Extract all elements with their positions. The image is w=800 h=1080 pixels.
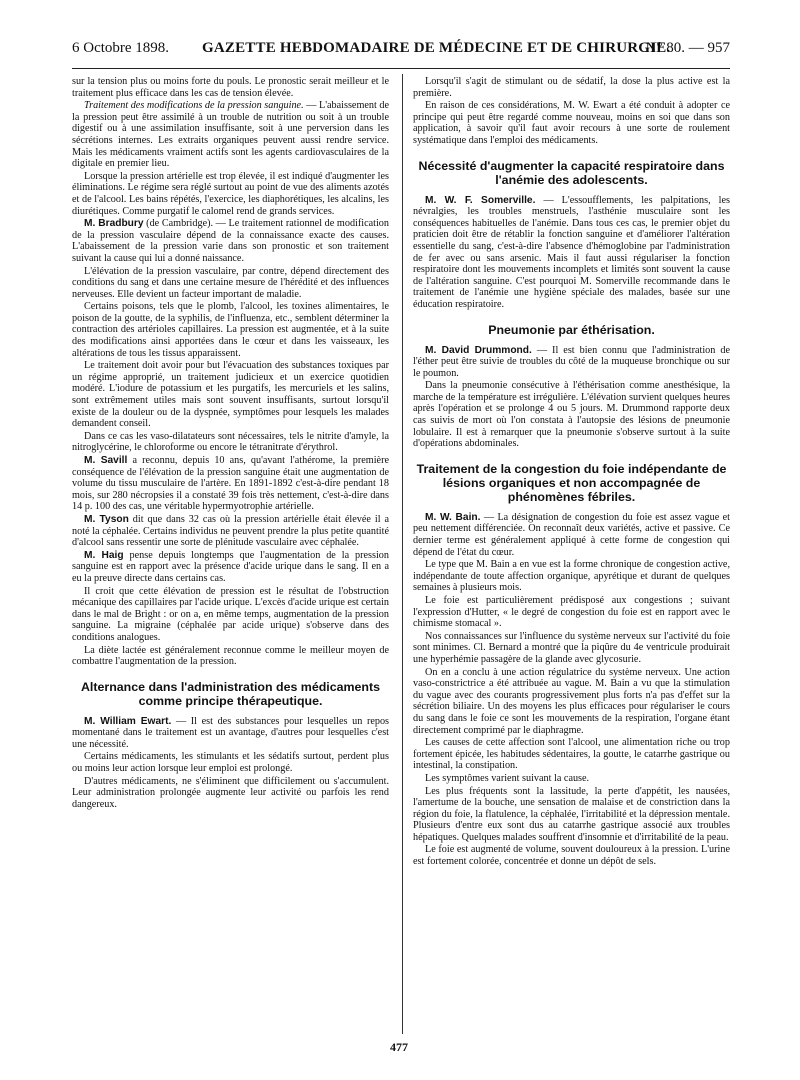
paragraph: Traitement des modifications de la pression sanguine. — L'abaissement de la pression peut être assimilé à un trouble de nutrition ou soit à un trouble digestif ou à une assimilation insuffisante, soit à une perversion dans les sécrétions internes. Les extraits organiques peuvent aussi rendre service. Mais les médicaments vraiment actifs sont les agents cardiovasculaires de la digitale en premier lieu. [72,100,389,170]
paragraph: M. Bradbury (de Cambridge). — Le traitement rationnel de modification de la pression vasculaire dépend de la connaissance exacte des causes. L'abaissement de la pression varie dans son pronostic et son traitement suivant la cause qui lui a donné naissance. [72,218,389,264]
paragraph: M. David Drummond. — Il est bien connu que l'administration de l'éther peut être suivie de troubles du côté de la muqueuse bronchique ou sur le poumon. [413,344,730,379]
paragraph: Lorsque la pression artérielle est trop élevée, il est indiqué d'augmenter les éliminations. Le régime sera réglé surtout au point de vue des aliments azotés et de l'alcool. Les bains répétés, l'exercice, les diaphorétiques, les alcalins, les diurétiques. Comme purgatif le calomel rend de grands services. [72,170,389,217]
paragraph: L'élévation de la pression vasculaire, par contre, dépend directement des conditions du sang et dans une certaine mesure de l'hérédité et des influences nerveuses. Elle devient un facteur important de maladie. [72,265,389,300]
paragraph: M. W. F. Somerville. — L'essoufflements, les palpitations, les névralgies, les troubles menstruels, l'asthénie musculaire sont les conséquences habituelles de l'anémie. Dans tous ces cas, le premier objet du praticien doit être de rétablir la fonction sanguine et d'améliorer l'altération essentielle du sang, c'est-à-dire l'absence d'hémoglobine par l'administration de fer avec ou sans arsenic. Mais il faut aussi régulariser la fonction respiratoire dont les mouvements incomplets et limités sont souvent la cause de l'altération sanguine. C'est pourquoi M. Somerville recommande dans le traitement de l'anémie une hygiène spéciale des malades, basée sur une éducation respiratoire. [413,194,730,310]
author-name: M. W. Bain. [425,511,481,523]
italic-lead: Traitement des modifications de la pression sanguine. [84,100,304,112]
paragraph: En raison de ces considérations, M. W. Ewart a été conduit à adopter ce principe qui peut être regardé comme nouveau, moins en soi que dans son application, à savoir qu'il faut avoir recours à une sorte de roulement systématique dans l'emploi des médicaments. [413,100,730,146]
paragraph: La diète lactée est généralement reconnue comme le meilleur moyen de combattre l'augmentation de la pression. [72,644,389,668]
paragraph: Dans ce cas les vaso-dilatateurs sont nécessaires, tels le nitrite d'amyle, la nitroglycérine, le chloroforme ou encore le tétranitrate d'érythrol. [72,430,389,454]
paragraph: Le foie est augmenté de volume, souvent douloureux à la pression. L'urine est fortement colorée, concentrée et donne un dépôt de sels. [413,844,730,868]
paragraph: Les symptômes varient suivant la cause. [425,772,590,784]
paragraph: M. Haig pense depuis longtemps que l'augmentation de la pression sanguine est en rapport avec la présence d'acide urique dans le sang. Il en a eu la preuve directe dans certains cas. [72,549,389,584]
paragraph: Certains médicaments, les stimulants et les sédatifs surtout, perdent plus ou moins leur action lorsque leur emploi est prolongé. [72,751,389,775]
paragraph: Le type que M. Bain a en vue est la forme chronique de congestion active, indépendante de toute affection organique, apyrétique et durant de quelques semaines à plusieurs mois. [413,559,730,594]
issue-number: N° 80. — 957 [645,40,730,56]
author-name: M. William Ewart. [84,715,172,727]
paragraph: Certains poisons, tels que le plomb, l'alcool, les toxines alimentaires, le poison de la goutte, de la syphilis, de l'influenza, etc., semblent déterminer la contraction des artérioles capillaires. La pression est augmentée, et à la suite des modifications ainsi apportées dans le cœur et dans les vaisseaux, les altérations de tous les tissus apparaissent. [72,301,389,359]
author-name: M. Savill [84,455,128,466]
column-divider [402,74,403,1034]
paragraph: D'autres médicaments, ne s'éliminent que difficilement ou s'accumulent. Leur administration prolongée augmente leur activité ou parfois les rend dangereux. [72,775,389,810]
author-name: M. Bradbury [84,218,144,230]
paragraph: M. Savill a reconnu, depuis 10 ans, qu'avant l'athérome, la première conséquence de l'élévation de la pression sanguine était une augmentation de volume du tissu musculaire de l'artère. En 1891-1892 c'est-à-dire pendant 18 mois, sur 280 nécropsies il a constaté 39 fois très nettement, c'est-à-dire dans 14 p. 100 des cas, une véritable hypermyotrophie artérielle. [72,455,389,513]
paragraph: Le foie est particulièrement prédisposé aux congestions ; suivant l'expression d'Hutter, « le degré de congestion du foie est en rapport avec le chimisme stomacal ». [413,595,730,630]
issue-date: 6 Octobre 1898. [72,40,170,56]
paragraph: Les causes de cette affection sont l'alcool, une alimentation riche ou trop fortement épicée, les habitudes sédentaires, la goutte, le catarrhe gastrique ou intestinal, la constipation. [413,737,730,772]
author-name: M. W. F. Somerville. [425,194,536,206]
paragraph: Lorsqu'il s'agit de stimulant ou de sédatif, la dose la plus active est la première. [413,76,730,99]
paragraph: M. William Ewart. — Il est des substances pour lesquelles un repos momentané dans le traitement est un avantage, d'autres pour lesquelles c'est une nécessité. [72,715,389,750]
paragraph: On en a conclu à une action régulatrice du système nerveux. Une action vaso-constrictrice a été attribuée au vague. M. Bain a vu que la stimulation du vague avec des courants progressivement plus forts n'a pas d'effet sur la sécrétion biliaire. Un des moyens les plus efficaces pour régulariser le cours du sang dans le foie ce sont les mouvements de la respiration, l'organe étant directement comprimé par le diaphragme. [413,666,730,736]
paragraph: M. W. Bain. — La désignation de congestion du foie est assez vague et peu nettement différenciée. On reconnaît deux variétés, active et passive. Ce dernier terme est généralement appliqué à cette forme de congestion qui dépend de l'état du cœur. [413,511,730,558]
author-name: M. David Drummond. [425,344,532,356]
section-heading-pneumonie: Pneumonie par éthérisation. [488,322,655,337]
running-header [72,40,730,62]
author-name: M. Tyson [84,513,129,525]
paragraph: Dans la pneumonie consécutive à l'éthérisation comme anesthésique, la marche de la température est irrégulière. L'élévation survient quelques heures après l'opération et se prolonge 4 ou 5 jours. M. Drummond rapporte deux cas suivis de mort où l'on constata à l'autopsie des lésions de pneumonie lobulaire. Il est à remarquer que la pneumonie s'observe surtout à la suite d'opérations abdominales. [413,380,730,450]
author-name: M. Haig [84,549,124,561]
paragraph: Il croit que cette élévation de pression est le résultat de l'obstruction mécanique des capillaires par l'acide urique. L'excès d'acide urique est certain dans le mal de Bright : or on a, en même temps, augmentation de la pression sanguine. La migraine (céphalée par acide urique) s'observe dans des conditions analogues. [72,585,389,643]
journal-title: GAZETTE HEBDOMADAIRE DE MÉDECINE ET DE CHIRURGIE. [202,40,671,56]
header-rule [72,68,730,69]
section-heading-foie: Traitement de la congestion du foie indépendante de lésions organiques et non accompagnée de phénomènes fébriles. [416,461,727,504]
left-column [72,76,389,1048]
paragraph: sur la tension plus ou moins forte du pouls. Le pronostic serait meilleur et le traitement plus efficace dans les cas de tension élevée. [72,76,389,99]
section-heading-alternance: Alternance dans l'administration des médicaments comme principe thérapeutique. [80,679,381,708]
section-heading-respiratoire: Nécessité d'augmenter la capacité respiratoire dans l'anémie des adolescents. [418,158,725,187]
paragraph: M. Tyson dit que dans 32 cas où la pression artérielle était élevée il a noté la céphalée. Certains individus ne peuvent prendre la plus petite quantité d'alcool sans ressentir une sorte de plénitude vasculaire avec céphalée. [72,513,389,549]
right-column [413,76,730,1048]
paragraph: Nos connaissances sur l'influence du système nerveux sur l'activité du foie sont minimes. Cl. Bernard a montré que la piqûre du 4e ventricule produirait une hyperhémie passagère de la glande avec glycosurie. [413,630,730,665]
paragraph: Le traitement doit avoir pour but l'évacuation des substances toxiques par un régime approprié, un traitement judicieux et un exercice quotidien modéré. L'iodure de potassium et les purgatifs, les mercuriels et les salins, sont extrêmement utiles mais sont souvent insuffisants, surtout lorsqu'il existe de la douleur ou de la dyspnée, symptômes pour lesquels les malades demandent conseil. [72,360,389,430]
page-number: 477 [390,1040,408,1054]
paragraph: Les plus fréquents sont la lassitude, la perte d'appétit, les nausées, l'amertume de la bouche, une sensation de malaise et de constriction dans la région du foie, la flatulence, la céphalée, l'irritabilité et la dépression mentale. Plusieurs d'entre eux sont dus au catarrhe gastrique associé aux troubles hépatiques. Quelques malades souffrent d'insomnie et d'irritabilité de la peau. [413,785,730,843]
